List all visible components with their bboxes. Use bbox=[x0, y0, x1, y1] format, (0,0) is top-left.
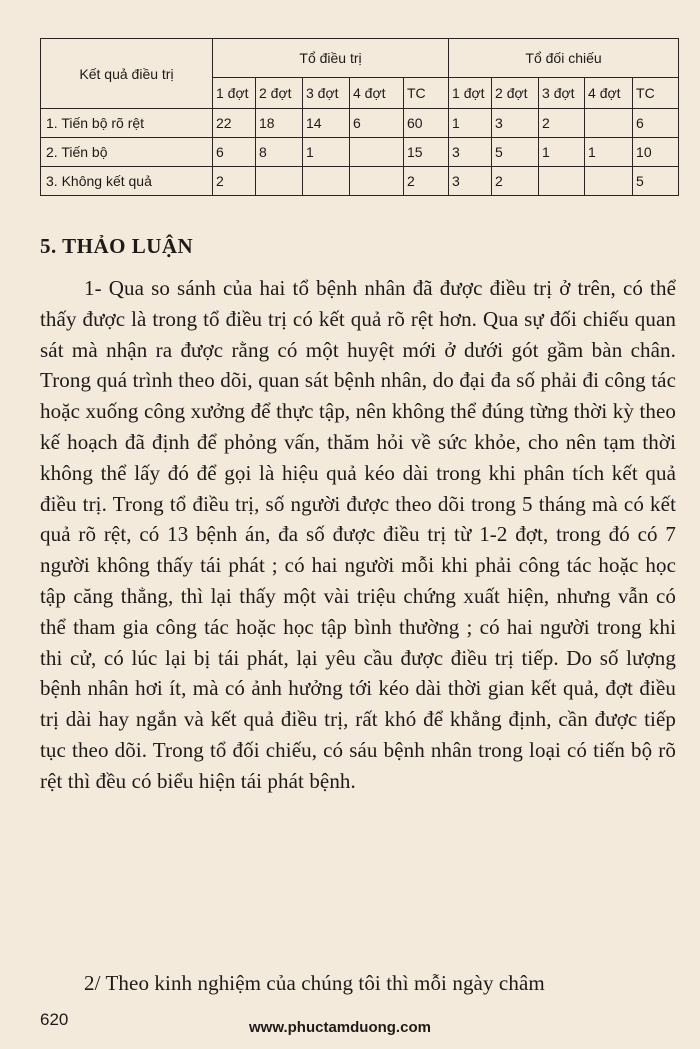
table-cell: 1 bbox=[303, 138, 350, 167]
website-footer: www.phuctamduong.com bbox=[249, 1019, 431, 1036]
table-cell: 18 bbox=[256, 109, 303, 138]
body-paragraph: 1- Qua so sánh của hai tổ bệnh nhân đã được điều trị ở trên, có thể thấy được là trong tổ điều trị có kết quả rõ rệt hơn. Qua sự đối chiếu quan sát mà nhận ra được rằng có một huyệt mới ở dưới gót gầm bàn chân. Trong quá trình theo dõi, quan sát bệnh nhân, do đại đa số phải đi công tác hoặc xuống công xưởng để thực tập, nên không thể đúng từng thời kỳ theo kế hoạch đã định để phỏng vấn, thăm hỏi về sức khỏe, cho nên tạm thời không thể lấy đó để gọi là hiệu quả kéo dài trong khi phân tích kết quả điều trị. Trong tổ điều trị, số người được theo dõi trong 5 tháng mà có kết quả rõ rệt, có 13 bệnh án, đa số được điều trị từ 1-2 đợt, trong đó có 7 người không thấy tái phát ; có hai người mỗi khi phải công tác hoặc học tập căng thẳng, thì lại thấy một vài triệu chứng xuất hiện, nhưng vẫn có thể tham gia công tác hoặc học tập bình thường ; có hai người trong khi thi cử, có lúc lại bị tái phát, lại yêu cầu được điều trị tiếp. Do số lượng bệnh nhân hơi ít, mà có ảnh hưởng tới kéo dài thời gian kết quả, đợt điều trị dài hay ngắn và kết quả điều trị, rất khó để khẳng định, cần được tiếp tục theo dõi. Trong tổ đối chiếu, có sáu bệnh nhân trong loại có tiến bộ rõ rệt thì đều có biểu hiện tái phát bệnh. bbox=[40, 276, 676, 793]
sub-header: 4 đợt bbox=[585, 78, 633, 109]
table-cell: 6 bbox=[633, 109, 679, 138]
table-cell: 2 bbox=[492, 167, 539, 196]
section-heading: 5. THẢO LUẬN bbox=[40, 234, 194, 258]
table-cell: 2 bbox=[213, 167, 256, 196]
table-cell: 6 bbox=[213, 138, 256, 167]
table-cell bbox=[350, 167, 404, 196]
sub-header: 2 đợt bbox=[256, 78, 303, 109]
page-number: 620 bbox=[40, 1010, 69, 1029]
sub-header: 2 đợt bbox=[492, 78, 539, 109]
table-cell: 14 bbox=[303, 109, 350, 138]
table-cell: 5 bbox=[492, 138, 539, 167]
table-cell bbox=[350, 138, 404, 167]
table-cell: 2 bbox=[404, 167, 449, 196]
corner-header: Kết quả điều trị bbox=[41, 39, 213, 109]
row-label: 2. Tiến bộ bbox=[41, 138, 213, 167]
table-cell bbox=[303, 167, 350, 196]
table-cell: 3 bbox=[449, 167, 492, 196]
treatment-results-table bbox=[40, 38, 679, 196]
table-cell: 1 bbox=[585, 138, 633, 167]
sub-header: 1 đợt bbox=[449, 78, 492, 109]
body-paragraph: 2/ Theo kinh nghiệm của chúng tôi thì mỗi ngày châm bbox=[84, 971, 545, 995]
table-cell: 2 bbox=[539, 109, 585, 138]
table-cell bbox=[256, 167, 303, 196]
sub-header: 1 đợt bbox=[213, 78, 256, 109]
table-cell: 1 bbox=[449, 109, 492, 138]
table-cell: 60 bbox=[404, 109, 449, 138]
table-cell bbox=[585, 167, 633, 196]
table-cell: 6 bbox=[350, 109, 404, 138]
table-cell: 10 bbox=[633, 138, 679, 167]
table-cell bbox=[585, 109, 633, 138]
table-cell bbox=[539, 167, 585, 196]
group-header-treatment: Tổ điều trị bbox=[213, 39, 449, 78]
sub-header: 4 đợt bbox=[350, 78, 404, 109]
group-header-control: Tổ đối chiếu bbox=[449, 39, 679, 78]
table-cell: 3 bbox=[492, 109, 539, 138]
table-cell: 3 bbox=[449, 138, 492, 167]
row-label: 1. Tiến bộ rõ rệt bbox=[41, 109, 213, 138]
table-cell: 1 bbox=[539, 138, 585, 167]
sub-header: 3 đợt bbox=[539, 78, 585, 109]
table-row bbox=[41, 109, 679, 138]
table-cell: 15 bbox=[404, 138, 449, 167]
table-row bbox=[41, 138, 679, 167]
table-cell: 5 bbox=[633, 167, 679, 196]
sub-header: 3 đợt bbox=[303, 78, 350, 109]
table-cell: 8 bbox=[256, 138, 303, 167]
table-header-row bbox=[41, 39, 679, 78]
table-row bbox=[41, 167, 679, 196]
sub-header: TC bbox=[633, 78, 679, 109]
sub-header: TC bbox=[404, 78, 449, 109]
table-cell: 22 bbox=[213, 109, 256, 138]
row-label: 3. Không kết quả bbox=[41, 167, 213, 196]
